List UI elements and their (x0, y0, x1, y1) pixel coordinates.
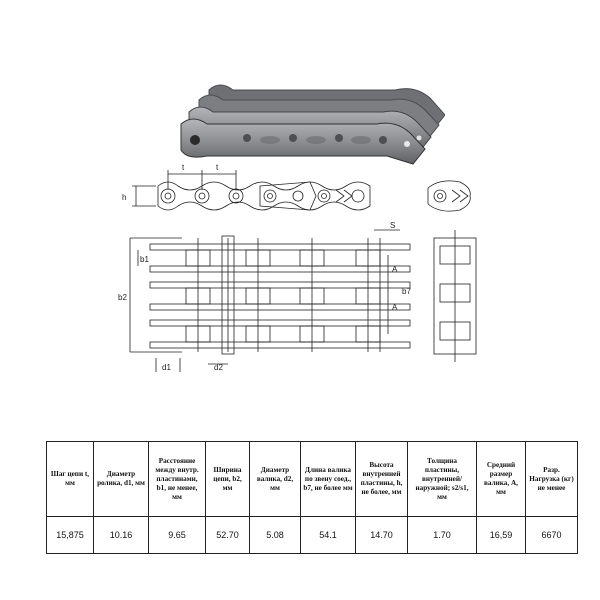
cell-inner-width: 9.65 (149, 517, 206, 554)
cell-plate-height: 14.70 (356, 517, 408, 554)
label-t: t (182, 163, 185, 172)
cell-roller-diameter: 10.16 (94, 517, 149, 554)
label-a-2: A (392, 303, 398, 312)
header-inner-width: Расстояние между внутр. пластинами, b1, не менее, мм (149, 442, 206, 517)
cell-breaking-load: 6670 (526, 517, 578, 554)
header-roller-diameter: Диаметр ролика, d1, мм (94, 442, 149, 517)
cell-pin-length: 54.1 (301, 517, 356, 554)
label-b1: b1 (140, 255, 149, 264)
label-b2: b2 (118, 293, 127, 302)
header-pin-diameter: Диаметр валика, d2, мм (250, 442, 301, 517)
header-pin-size: Средний размер валика, A, мм (477, 442, 526, 517)
label-b7: b7 (402, 287, 411, 296)
cell-pin-diameter: 5.08 (250, 517, 301, 554)
header-plate-height: Высота внутренней пластины, h, не более, мм (356, 442, 408, 517)
label-s: S (390, 221, 396, 230)
label-a-1: A (392, 265, 398, 274)
header-chain-width: Ширина цепи, b2, мм (206, 442, 250, 517)
table-header-row (47, 442, 578, 517)
header-pitch: Шаг цепи t, мм (47, 442, 94, 517)
header-pin-length: Длина валика по звену соед., b7, не более мм (301, 442, 356, 517)
cell-chain-width: 52.70 (206, 517, 250, 554)
cell-pitch: 15,875 (47, 517, 94, 554)
label-d1: d1 (162, 363, 171, 372)
header-breaking-load: Разр. Нагрузка (кг) не менее (526, 442, 578, 517)
label-t-2: t (216, 163, 219, 172)
cell-pin-size: 16,59 (477, 517, 526, 554)
label-h: h (122, 193, 127, 202)
chain-photo (175, 80, 445, 165)
specs-table (46, 441, 578, 554)
header-plate-thickness: Толщина пластины, внутренней/наружной; s2/s1, мм (408, 442, 477, 517)
label-d2: d2 (214, 363, 223, 372)
cell-plate-thickness: 1.70 (408, 517, 477, 554)
technical-drawing (110, 160, 490, 375)
table-row (47, 517, 578, 554)
